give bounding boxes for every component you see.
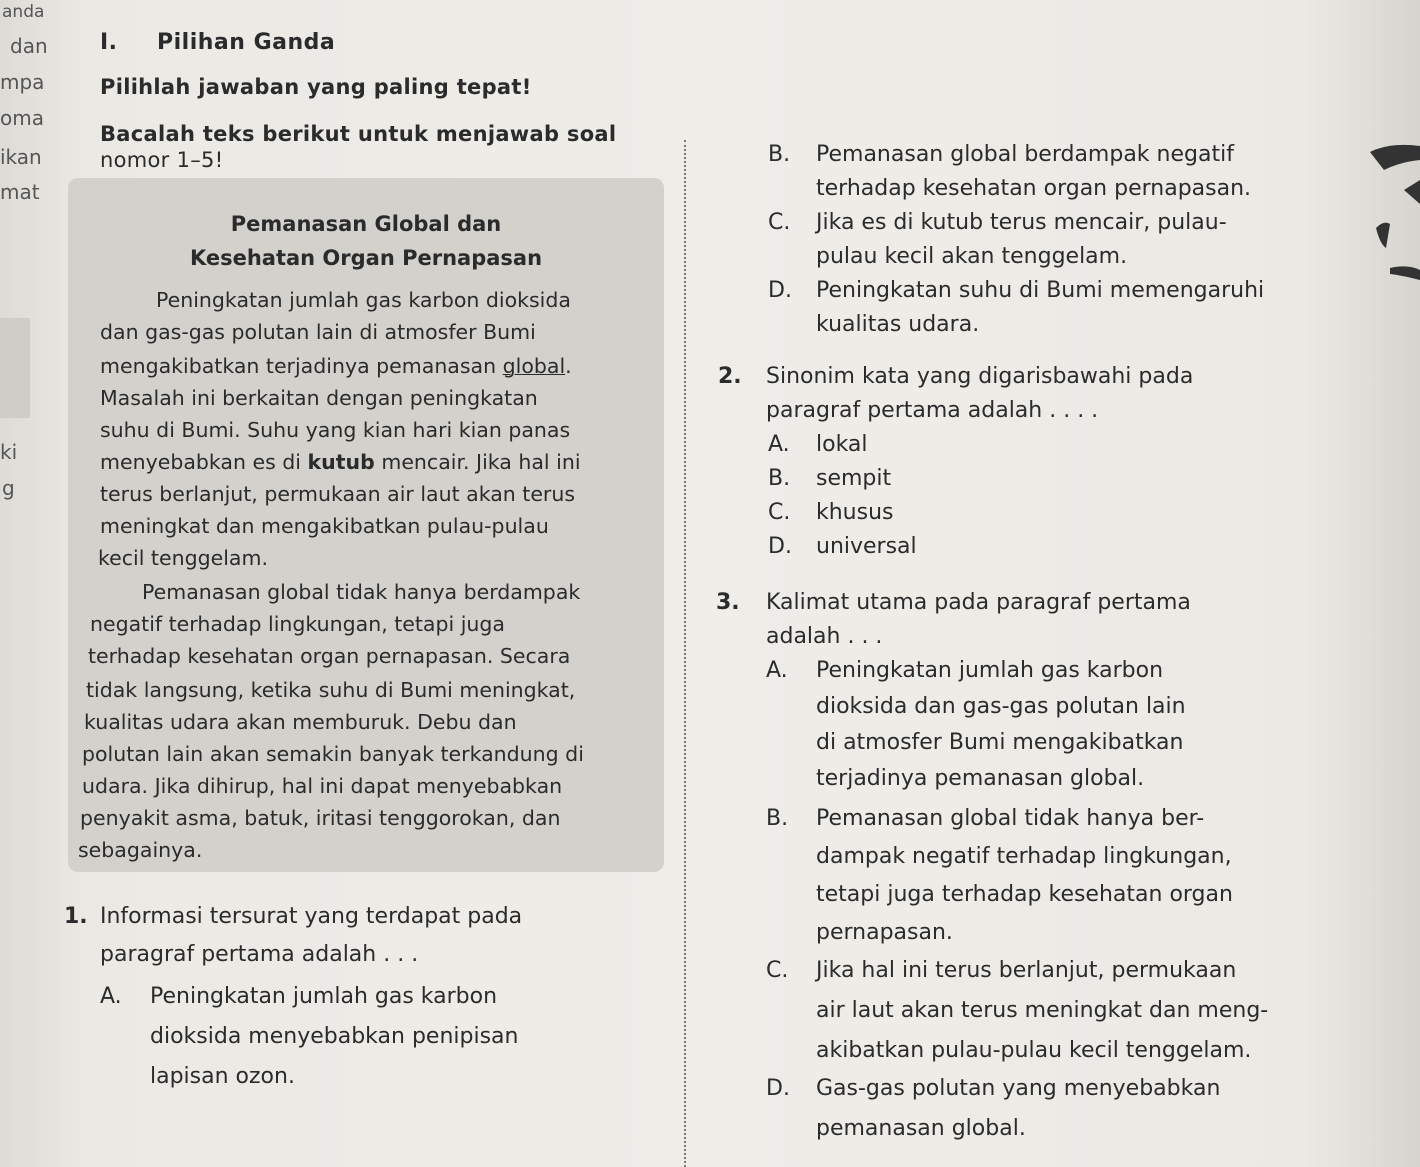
option-text: pemanasan global. (816, 1116, 1026, 1141)
option-letter: D. (768, 278, 792, 303)
margin-fragment: ikan (0, 145, 42, 169)
column-divider (684, 140, 686, 1167)
reading-instruction: Bacalah teks berikut untuk menjawab soal (100, 122, 617, 146)
margin-fragment: dan (10, 34, 48, 58)
question-number: 2. (718, 364, 742, 389)
option-text: lokal (816, 432, 868, 457)
margin-fragment: mat (0, 180, 40, 204)
option-text: khusus (816, 500, 894, 525)
passage-line: kecil tenggelam. (98, 546, 268, 570)
passage-line: Peningkatan jumlah gas karbon dioksida (156, 288, 571, 312)
option-letter: C. (766, 958, 789, 983)
option-text: universal (816, 534, 917, 559)
question-stem: Kalimat utama pada paragraf pertama (766, 590, 1191, 615)
passage-line: terus berlanjut, permukaan air laut akan terus (100, 482, 576, 506)
question-stem: Informasi tersurat yang terdapat pada (100, 904, 523, 929)
edge-decoration (1370, 140, 1420, 320)
passage-line: Masalah ini berkaitan dengan peningkatan (100, 386, 538, 410)
passage-line: udara. Jika dihirup, hal ini dapat menyebabkan (82, 774, 563, 798)
passage-title: Kesehatan Organ Pernapasan (189, 246, 543, 270)
question-stem: paragraf pertama adalah . . . . (766, 398, 1099, 423)
margin-fragment: anda (2, 2, 45, 22)
margin-fragment: ki (0, 440, 18, 464)
passage-line: menyebabkan es di kutub mencair. Jika hal ini (100, 450, 581, 474)
question-number: 1. (64, 904, 88, 929)
option-text: Jika hal ini terus berlanjut, permukaan (816, 958, 1237, 983)
option-text: air laut akan terus meningkat dan meng- (816, 998, 1269, 1023)
option-letter: C. (768, 210, 791, 235)
margin-fragment: mpa (0, 70, 45, 94)
margin-fragment: oma (0, 106, 44, 130)
passage-line: meningkat dan mengakibatkan pulau-pulau (100, 514, 549, 538)
question-stem: Sinonim kata yang digarisbawahi pada (766, 364, 1194, 389)
passage-line: suhu di Bumi. Suhu yang kian hari kian panas (100, 418, 571, 442)
passage-line: terhadap kesehatan organ pernapasan. Secara (88, 644, 571, 668)
option-text: kualitas udara. (816, 312, 980, 337)
facing-page-margin (0, 0, 72, 1167)
question-stem: adalah . . . (766, 624, 883, 649)
option-text: terjadinya pemanasan global. (816, 766, 1145, 791)
option-text: dioksida menyebabkan penipisan (150, 1024, 519, 1049)
option-text: Pemanasan global tidak hanya ber- (816, 806, 1205, 831)
option-letter: B. (768, 142, 791, 167)
passage-title: Pemanasan Global dan (230, 212, 502, 236)
passage-line: Pemanasan global tidak hanya berdampak (142, 580, 581, 604)
passage-line: negatif terhadap lingkungan, tetapi juga (90, 612, 505, 636)
section-title: Pilihan Ganda (157, 30, 336, 55)
option-text: di atmosfer Bumi mengakibatkan (816, 730, 1184, 755)
option-text: Peningkatan jumlah gas karbon (816, 658, 1164, 683)
passage-line: mengakibatkan terjadinya pemanasan global. (100, 354, 572, 378)
option-text: dioksida dan gas-gas polutan lain (816, 694, 1186, 719)
option-text: Jika es di kutub terus mencair, pulau- (816, 210, 1227, 235)
option-letter: B. (766, 806, 789, 831)
passage-line: polutan lain akan semakin banyak terkandung di (82, 742, 584, 766)
passage-box (68, 178, 664, 872)
option-text: Peningkatan jumlah gas karbon (150, 984, 498, 1009)
margin-fragment: g (2, 476, 15, 500)
margin-shadow (0, 318, 30, 418)
option-text: tetapi juga terhadap kesehatan organ (816, 882, 1233, 907)
option-letter: C. (768, 500, 791, 525)
option-text: Gas-gas polutan yang menyebabkan (816, 1076, 1221, 1101)
option-text: Peningkatan suhu di Bumi memengaruhi (816, 278, 1265, 303)
passage-line: dan gas-gas polutan lain di atmosfer Bumi (100, 320, 536, 344)
option-text: sempit (816, 466, 892, 491)
passage-line: kualitas udara akan memburuk. Debu dan (84, 710, 517, 734)
option-text: dampak negatif terhadap lingkungan, (816, 844, 1232, 869)
underlined-word: global (502, 354, 566, 378)
bold-word: kutub (307, 450, 375, 474)
question-stem: paragraf pertama adalah . . . (100, 942, 419, 967)
option-text: pernapasan. (816, 920, 953, 945)
section-number: I. (100, 30, 118, 55)
option-text: Pemanasan global berdampak negatif (816, 142, 1234, 167)
passage-line: sebagainya. (78, 838, 203, 862)
passage-line: penyakit asma, batuk, iritasi tenggorokan, dan (80, 806, 561, 830)
option-letter: D. (766, 1076, 790, 1101)
option-text: lapisan ozon. (150, 1064, 295, 1089)
option-letter: B. (768, 466, 791, 491)
option-letter: D. (768, 534, 792, 559)
instruction: Pilihlah jawaban yang paling tepat! (100, 75, 532, 99)
option-letter: A. (766, 658, 788, 683)
option-text: akibatkan pulau-pulau kecil tenggelam. (816, 1038, 1252, 1063)
option-text: terhadap kesehatan organ pernapasan. (816, 176, 1252, 201)
option-letter: A. (100, 984, 122, 1009)
question-number: 3. (716, 590, 740, 615)
option-text: pulau kecil akan tenggelam. (816, 244, 1128, 269)
option-letter: A. (768, 432, 790, 457)
passage-line: tidak langsung, ketika suhu di Bumi meningkat, (86, 678, 576, 702)
reading-instruction: nomor 1–5! (100, 148, 224, 172)
